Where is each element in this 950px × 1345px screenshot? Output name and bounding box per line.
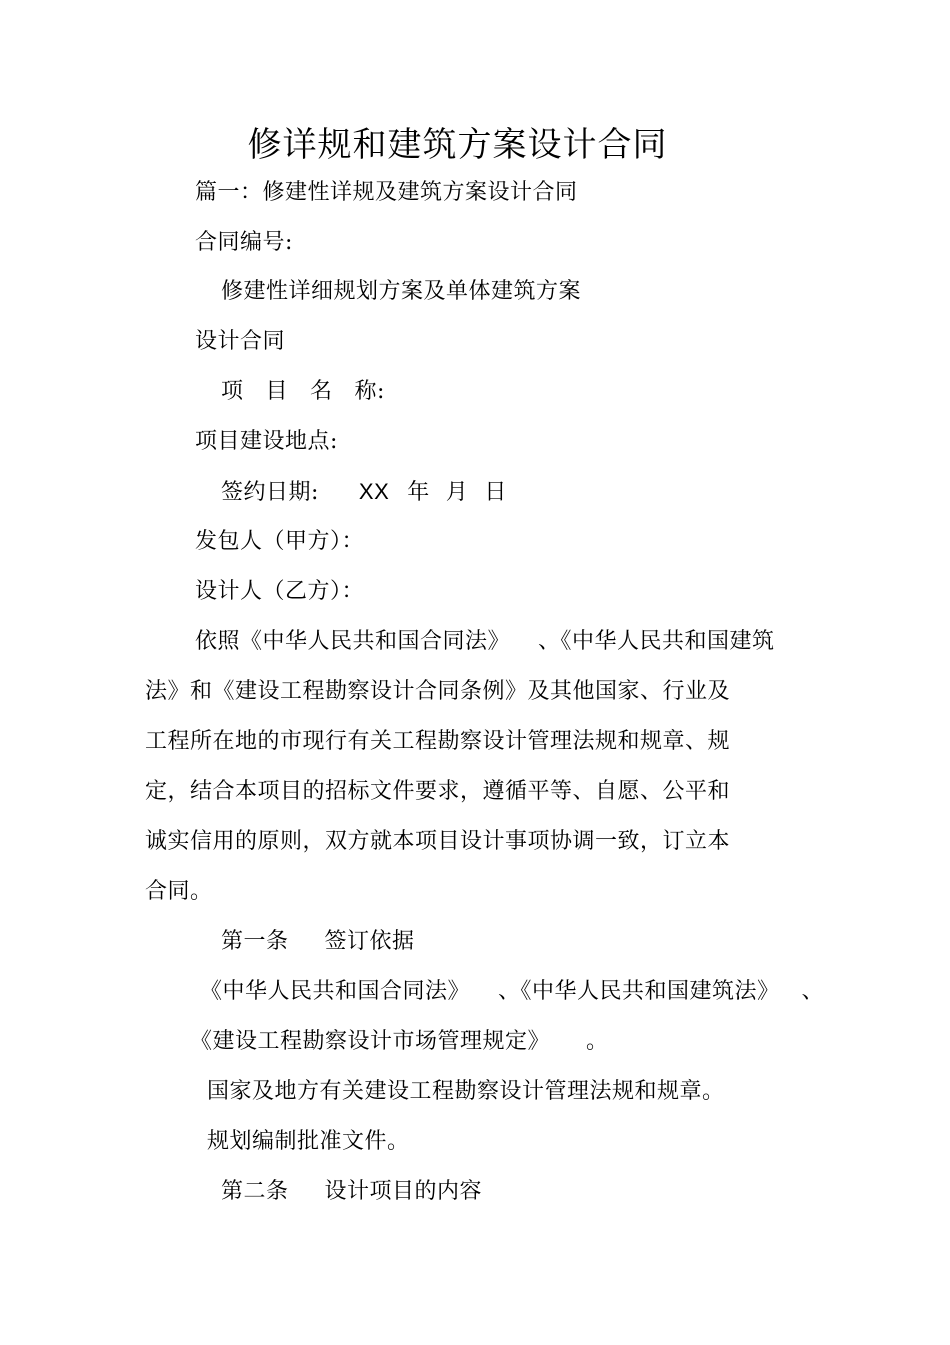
intro-line-1b: 、《中华人民共和国建筑 bbox=[538, 629, 775, 654]
basis-line-4: 规划编制批准文件。 bbox=[207, 1129, 410, 1154]
basis-2a: 《建设工程勘察设计市场管理规定》 bbox=[190, 1029, 551, 1054]
party-b-label: 设计人（乙方）： bbox=[195, 579, 365, 604]
basis-1b: 、《中华人民共和国建筑法》 bbox=[498, 979, 780, 1004]
sign-date-year: XX bbox=[358, 479, 390, 504]
basis-line-3: 国家及地方有关建设工程勘察设计管理法规和规章。 bbox=[207, 1079, 725, 1104]
article-2-number: 第二条 bbox=[221, 1179, 289, 1204]
contract-name-line-2: 设计合同 bbox=[195, 329, 286, 354]
basis-2b: 。 bbox=[586, 1029, 609, 1054]
intro-line-1 bbox=[195, 627, 775, 657]
article-1-title: 签订依据 bbox=[324, 929, 415, 954]
intro-line-5: 诚实信用的原则，双方就本项目设计事项协调一致，订立本 bbox=[145, 829, 731, 854]
party-a-label: 发包人（甲方）： bbox=[195, 529, 365, 554]
project-location-label: 项目建设地点: bbox=[195, 429, 338, 454]
article-1-number: 第一条 bbox=[221, 929, 289, 954]
intro-line-2: 法》和《建设工程勘察设计合同条例》及其他国家、行业及 bbox=[145, 679, 731, 704]
intro-line-1a: 依照《中华人民共和国合同法》 bbox=[195, 629, 511, 654]
basis-line-1 bbox=[200, 977, 824, 1007]
project-name-label bbox=[221, 377, 385, 407]
basis-1a: 《中华人民共和国合同法》 bbox=[200, 979, 471, 1004]
intro-line-6: 合同。 bbox=[145, 879, 213, 904]
article-2-heading bbox=[221, 1177, 482, 1207]
article-1-heading bbox=[221, 927, 415, 957]
project-name-char-3: 名 bbox=[310, 379, 333, 404]
project-name-char-1: 项 bbox=[221, 379, 244, 404]
sign-date-day-unit: 日 bbox=[484, 480, 507, 505]
contract-number-label: 合同编号: bbox=[195, 230, 293, 255]
subtitle: 篇一：修建性详规及建筑方案设计合同 bbox=[195, 180, 578, 205]
basis-1c: 、 bbox=[801, 979, 825, 1004]
basis-line-2 bbox=[190, 1027, 609, 1057]
intro-line-4: 定，结合本项目的招标文件要求，遵循平等、自愿、公平和 bbox=[145, 779, 731, 804]
intro-line-3: 工程所在地的市现行有关工程勘察设计管理法规和规章、规 bbox=[145, 729, 731, 754]
project-name-char-4: 称: bbox=[354, 379, 385, 404]
sign-date-label: 签约日期: bbox=[221, 480, 319, 505]
article-2-title: 设计项目的内容 bbox=[324, 1179, 483, 1204]
contract-name-line-1: 修建性详细规划方案及单体建筑方案 bbox=[221, 279, 582, 304]
sign-date-month-unit: 月 bbox=[445, 480, 469, 505]
sign-date-year-unit: 年 bbox=[407, 480, 430, 505]
document-title: 修详规和建筑方案设计合同 bbox=[247, 125, 668, 165]
sign-date-line bbox=[221, 477, 507, 508]
project-name-char-2: 目 bbox=[265, 379, 289, 404]
